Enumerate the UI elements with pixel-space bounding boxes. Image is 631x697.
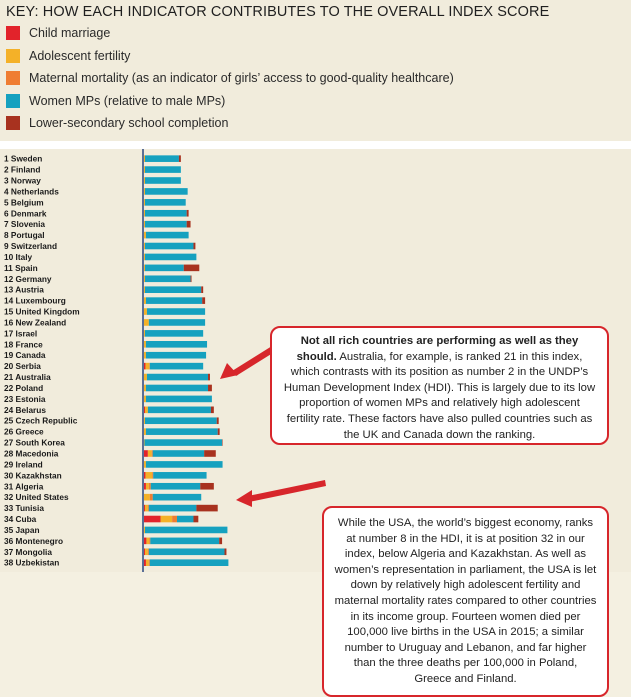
bar-segment bbox=[145, 363, 149, 370]
bar-segment bbox=[144, 450, 148, 457]
bar-segment bbox=[187, 221, 191, 228]
bar-segment bbox=[146, 341, 207, 348]
bar-segment bbox=[144, 363, 145, 370]
bar-segment bbox=[150, 363, 203, 370]
bar-segment bbox=[148, 548, 149, 555]
legend-swatch bbox=[6, 94, 20, 108]
bar-segment bbox=[144, 374, 147, 381]
country-label: 2 Finland bbox=[4, 165, 40, 175]
bar-segment bbox=[172, 516, 177, 523]
country-label: 16 New Zealand bbox=[4, 317, 66, 327]
country-label: 21 Australia bbox=[4, 372, 51, 382]
bar-segment bbox=[146, 483, 149, 490]
bar-segment bbox=[144, 527, 145, 534]
callout-rich-countries bbox=[270, 326, 609, 445]
country-label: 36 Montenegro bbox=[4, 536, 63, 546]
bar-segment bbox=[144, 265, 145, 272]
country-label: 8 Portugal bbox=[4, 230, 45, 240]
bar-segment bbox=[147, 308, 205, 315]
bar-segment bbox=[144, 166, 145, 173]
country-label: 9 Switzerland bbox=[4, 241, 57, 251]
bar-segment bbox=[153, 450, 204, 457]
country-label: 19 Canada bbox=[4, 350, 46, 360]
bar-segment bbox=[144, 286, 145, 293]
bar-segment bbox=[146, 461, 223, 468]
bar-segment bbox=[152, 472, 153, 479]
bar-segment bbox=[208, 374, 210, 381]
bar-segment bbox=[144, 254, 145, 261]
bar-segment bbox=[144, 417, 145, 424]
legend-item-adolescent-fertility bbox=[6, 48, 130, 64]
bar-segment bbox=[196, 505, 217, 512]
bar-segment bbox=[153, 494, 202, 501]
bar-segment bbox=[145, 286, 201, 293]
bar-segment bbox=[145, 548, 148, 555]
legend-swatch bbox=[6, 71, 20, 85]
bar-segment bbox=[144, 199, 145, 206]
bar-segment bbox=[177, 516, 193, 523]
country-label: 14 Luxembourg bbox=[4, 296, 66, 306]
bar-segment bbox=[150, 494, 153, 501]
bar-segment bbox=[145, 472, 152, 479]
legend-swatch bbox=[6, 116, 20, 130]
country-label: 17 Israel bbox=[4, 328, 37, 338]
country-label: 24 Belarus bbox=[4, 405, 46, 415]
bar-segment bbox=[144, 494, 150, 501]
bar-segment bbox=[146, 352, 206, 359]
bar-segment bbox=[144, 330, 145, 337]
legend-title: KEY: HOW EACH INDICATOR CONTRIBUTES TO THE OVERALL INDEX SCORE bbox=[6, 4, 549, 20]
legend-swatch bbox=[6, 26, 20, 40]
bar-segment bbox=[200, 483, 214, 490]
country-label: 22 Poland bbox=[4, 383, 43, 393]
bar-segment bbox=[218, 428, 220, 435]
bar-segment bbox=[191, 275, 192, 282]
bar-segment bbox=[144, 297, 146, 304]
country-label: 27 South Korea bbox=[4, 438, 65, 448]
bar-segment bbox=[144, 188, 145, 195]
bar-segment bbox=[144, 177, 145, 184]
bar-segment bbox=[144, 559, 146, 566]
bar-segment bbox=[152, 450, 153, 457]
bar-segment bbox=[211, 407, 214, 414]
bar-segment bbox=[149, 538, 150, 545]
bar-segment bbox=[202, 297, 205, 304]
chart-area bbox=[0, 149, 631, 572]
callout-arrow-head bbox=[236, 490, 252, 507]
country-label: 29 Ireland bbox=[4, 459, 43, 469]
legend-label: Lower-secondary school completion bbox=[29, 116, 228, 130]
bar-segment bbox=[144, 243, 145, 250]
bar-segment bbox=[144, 461, 146, 468]
bar-segment bbox=[144, 319, 149, 326]
bar-segment bbox=[145, 199, 186, 206]
bar-segment bbox=[193, 243, 195, 250]
country-label: 23 Estonia bbox=[4, 394, 46, 404]
country-label: 15 United Kingdom bbox=[4, 307, 80, 317]
bar-segment bbox=[146, 559, 149, 566]
bar-segment bbox=[144, 548, 145, 555]
bar-segment bbox=[153, 472, 206, 479]
bar-segment bbox=[146, 385, 208, 392]
bar-segment bbox=[225, 548, 227, 555]
country-label: 3 Norway bbox=[4, 176, 41, 186]
country-label: 33 Tunisia bbox=[4, 503, 44, 513]
bar-segment bbox=[144, 439, 222, 446]
bar-segment bbox=[208, 385, 212, 392]
legend-item-women-mps bbox=[6, 93, 225, 109]
bar-segment bbox=[145, 155, 179, 162]
bar-segment bbox=[144, 396, 146, 403]
country-label: 32 United States bbox=[4, 492, 69, 502]
country-label: 10 Italy bbox=[4, 252, 33, 262]
bar-segment bbox=[144, 385, 146, 392]
bar-segment bbox=[149, 548, 225, 555]
country-label: 37 Mongolia bbox=[4, 547, 52, 557]
bar-segment bbox=[147, 374, 208, 381]
bar-segment bbox=[145, 210, 187, 217]
legend-swatch bbox=[6, 49, 20, 63]
bar-segment bbox=[145, 265, 184, 272]
bar-segment bbox=[145, 254, 196, 261]
bar-segment bbox=[149, 559, 150, 566]
bar-segment bbox=[144, 221, 145, 228]
callout-heading: Not all rich countries are performing as well as they should. bbox=[297, 335, 579, 363]
bar-segment bbox=[145, 275, 191, 282]
legend-label: Adolescent fertility bbox=[29, 49, 130, 63]
country-label: 4 Netherlands bbox=[4, 186, 59, 196]
country-label: 5 Belgium bbox=[4, 197, 44, 207]
callout-body: While the USA, the world’s biggest economy, ranks at number 8 in the HDI, it is at position 32 in our index, below Algeria and Kazakhstan. As well as women’s representation in parliament, the USA is let down by relatively high adolescent fertility and maternal mortality rates compared to other countries in its income group. Fourteen women died per 100,000 live births in the USA in 2015; a similar number to Uruguay and Lebanon, and far higher than the three deaths per 100,000 in Poland, Greece and Finland. bbox=[335, 517, 597, 685]
callout-body: Australia, for example, is ranked 21 in this index, which contrasts with its position as number 2 in the UNDP’s Human Development Index (HDI). This is largely due to its low proportion of women MPs and relatively high adolescent fertility rate. These factors have also pulled countries such as the UK and Canada down the ranking. bbox=[284, 351, 595, 441]
bar-segment bbox=[148, 450, 152, 457]
bar-segment bbox=[144, 341, 146, 348]
country-label: 30 Kazakhstan bbox=[4, 470, 62, 480]
legend-item-maternal-mortality bbox=[6, 70, 454, 86]
bar-segment bbox=[204, 450, 216, 457]
bar-segment bbox=[144, 472, 145, 479]
bar-segment bbox=[145, 243, 194, 250]
bar-segment bbox=[144, 352, 146, 359]
bar-segment bbox=[144, 308, 147, 315]
bar-segment bbox=[149, 319, 205, 326]
bar-segment bbox=[217, 417, 219, 424]
legend-label: Women MPs (relative to male MPs) bbox=[29, 94, 225, 108]
legend-label: Maternal mortality (as an indicator of girls’ access to good-quality healthcare) bbox=[29, 71, 454, 85]
bar-segment bbox=[179, 155, 181, 162]
bar-segment bbox=[146, 538, 149, 545]
country-label: 34 Cuba bbox=[4, 514, 37, 524]
bar-segment bbox=[145, 527, 227, 534]
bar-segment bbox=[187, 210, 189, 217]
country-label: 38 Uzbekistan bbox=[4, 558, 59, 568]
bar-segment bbox=[160, 516, 172, 523]
country-label: 35 Japan bbox=[4, 525, 40, 535]
bar-segment bbox=[145, 221, 187, 228]
bar-segment bbox=[146, 232, 189, 239]
bar-segment bbox=[148, 407, 211, 414]
bar-segment bbox=[148, 505, 149, 512]
bar-segment bbox=[145, 407, 148, 414]
bar-segment bbox=[219, 538, 222, 545]
bar-segment bbox=[144, 232, 146, 239]
bar-segment bbox=[144, 483, 146, 490]
bar-segment bbox=[144, 407, 145, 414]
bar-segment bbox=[144, 210, 145, 217]
country-label: 31 Algeria bbox=[4, 481, 44, 491]
section-divider bbox=[0, 141, 631, 149]
bar-segment bbox=[145, 417, 217, 424]
bar-segment bbox=[144, 516, 160, 523]
country-label: 6 Denmark bbox=[4, 208, 47, 218]
bar-segment bbox=[145, 177, 181, 184]
country-label: 1 Sweden bbox=[4, 154, 42, 164]
bar-segment bbox=[145, 330, 203, 337]
bar-segment bbox=[149, 505, 197, 512]
country-label: 7 Slovenia bbox=[4, 219, 45, 229]
bar-segment bbox=[201, 286, 203, 293]
bar-segment bbox=[145, 188, 188, 195]
bar-segment bbox=[144, 275, 145, 282]
bar-segment bbox=[145, 166, 181, 173]
bar-segment bbox=[144, 505, 145, 512]
bar-segment bbox=[149, 483, 151, 490]
legend-item-child-marriage bbox=[6, 25, 110, 41]
legend-item-school-completion bbox=[6, 115, 228, 131]
country-label: 28 Macedonia bbox=[4, 449, 59, 459]
legend-panel bbox=[0, 0, 631, 141]
bar-segment bbox=[146, 428, 218, 435]
bar-segment bbox=[145, 505, 148, 512]
callout-usa bbox=[322, 506, 609, 697]
country-label: 13 Austria bbox=[4, 285, 44, 295]
legend-label: Child marriage bbox=[29, 26, 110, 40]
country-label: 20 Serbia bbox=[4, 361, 41, 371]
country-label: 18 France bbox=[4, 339, 43, 349]
bar-segment bbox=[150, 538, 219, 545]
country-label: 26 Greece bbox=[4, 427, 44, 437]
bar-segment bbox=[146, 396, 212, 403]
bar-segment bbox=[144, 428, 146, 435]
callout-arrow-shaft bbox=[248, 480, 326, 502]
bar-segment bbox=[193, 516, 198, 523]
country-label: 11 Spain bbox=[4, 263, 38, 273]
bar-segment bbox=[144, 538, 146, 545]
bar-segment bbox=[146, 297, 202, 304]
country-label: 12 Germany bbox=[4, 274, 52, 284]
bar-segment bbox=[184, 265, 200, 272]
country-label: 25 Czech Republic bbox=[4, 416, 78, 426]
bar-segment bbox=[144, 155, 145, 162]
bar-segment bbox=[151, 483, 200, 490]
bar-segment bbox=[150, 559, 229, 566]
